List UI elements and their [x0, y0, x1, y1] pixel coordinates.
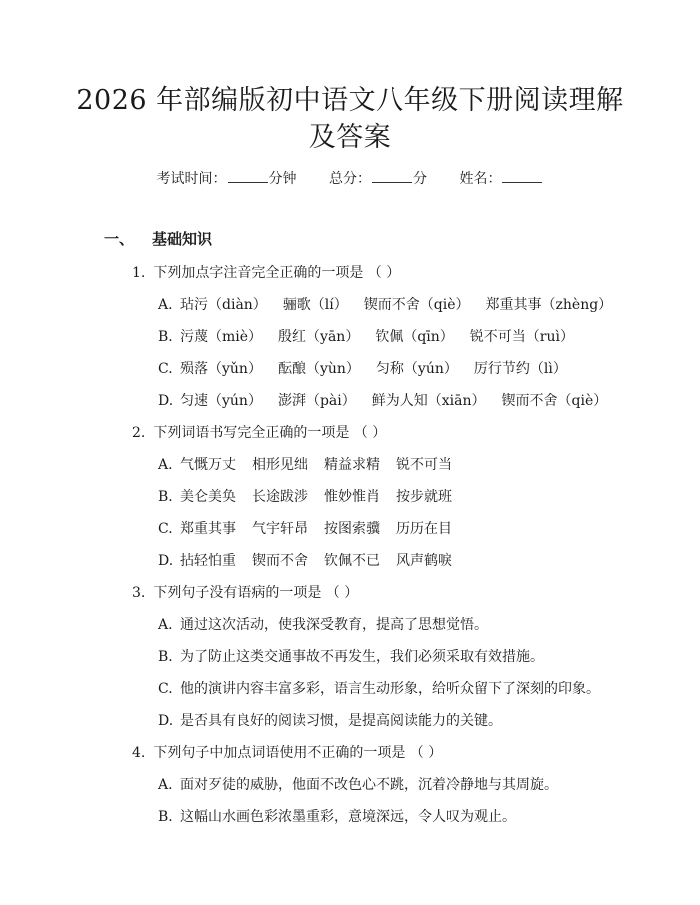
option-letter: D.: [158, 393, 174, 409]
question-1-option-b[interactable]: [158, 326, 574, 346]
question-4-option-a[interactable]: [158, 774, 558, 794]
total-score-blank[interactable]: [372, 170, 412, 183]
question-4: [132, 742, 442, 762]
exam-info-line: [0, 168, 700, 188]
option-word: 锐不可当: [396, 457, 452, 473]
option-word: 污蔑（miè）: [180, 329, 263, 345]
question-2-option-b[interactable]: [158, 486, 452, 506]
question-3: [132, 582, 358, 602]
option-word: 按图索骥: [324, 521, 380, 537]
question-1: [132, 262, 400, 282]
option-word: 匀速（yún）: [180, 393, 262, 409]
question-1-option-c[interactable]: [158, 358, 567, 378]
option-word: 锐不可当（ruì）: [469, 329, 574, 345]
option-letter: B.: [158, 809, 173, 825]
option-word: 长途跋涉: [252, 489, 308, 505]
option-word: 郑重其事: [180, 521, 236, 537]
exam-time: [157, 168, 297, 188]
option-word: 厉行节约（lì）: [473, 361, 567, 377]
option-letter: A.: [158, 617, 173, 633]
option-sentence: 通过这次活动，使我深受教育，提高了思想觉悟。: [180, 617, 488, 633]
option-sentence: 这幅山水画色彩浓墨重彩，意境深远，令人叹为观止。: [180, 809, 516, 825]
section-title: 基础知识: [152, 230, 213, 248]
option-letter: B.: [158, 649, 173, 665]
question-number: 3.: [132, 585, 146, 601]
option-word: 精益求精: [324, 457, 380, 473]
question-3-option-d[interactable]: [158, 710, 502, 730]
question-2-option-d[interactable]: [158, 550, 452, 570]
total-score-label: 总分：: [329, 171, 371, 187]
option-word: 匀称（yún）: [375, 361, 458, 377]
option-word: 相形见绌: [252, 457, 308, 473]
option-word: 钦佩不已: [324, 553, 380, 569]
question-1-option-a[interactable]: [158, 294, 612, 314]
option-word: 风声鹤唳: [396, 553, 452, 569]
option-word: 按步就班: [396, 489, 452, 505]
question-3-option-c[interactable]: [158, 678, 600, 698]
option-letter: D.: [158, 713, 174, 729]
option-word: 气慨万丈: [180, 457, 236, 473]
question-number: 4.: [132, 745, 146, 761]
exam-time-blank[interactable]: [228, 170, 268, 183]
question-2-option-c[interactable]: [158, 518, 452, 538]
option-word: 殒落（yǔn）: [180, 361, 262, 377]
option-word: 美仑美奂: [180, 489, 236, 505]
option-letter: C.: [158, 361, 173, 377]
option-word: 锲而不舍（qiè）: [363, 297, 470, 313]
option-word: 拈轻怕重: [180, 553, 236, 569]
option-word: 钦佩（qīn）: [375, 329, 454, 345]
document-title-line1: 2026 年部编版初中语文八年级下册阅读理解: [76, 85, 624, 116]
option-word: 锲而不舍: [252, 553, 308, 569]
option-letter: C.: [158, 521, 173, 537]
question-1-option-d[interactable]: [158, 390, 607, 410]
question-4-option-b[interactable]: [158, 806, 516, 826]
question-2: [132, 422, 386, 442]
question-text: 下列词语书写完全正确的一项是 （ ）: [153, 425, 387, 441]
option-word: 酝酿（yùn）: [277, 361, 360, 377]
option-sentence: 是否具有良好的阅读习惯，是提高阅读能力的关键。: [180, 713, 502, 729]
document-title-line2: 及答案: [308, 122, 392, 153]
question-3-option-a[interactable]: [158, 614, 488, 634]
option-word: 惟妙惟肖: [324, 489, 380, 505]
option-sentence: 为了防止这类交通事故不再发生，我们必须采取有效措施。: [180, 649, 544, 665]
option-sentence: 他的演讲内容丰富多彩，语言生动形象，给听众留下了深刻的印象。: [180, 681, 600, 697]
option-word: 锲而不舍（qiè）: [501, 393, 608, 409]
option-letter: B.: [158, 329, 173, 345]
option-sentence: 面对歹徒的威胁，他面不改色心不跳，沉着冷静地与其周旋。: [180, 777, 558, 793]
option-letter: A.: [158, 457, 173, 473]
option-letter: B.: [158, 489, 173, 505]
option-word: 澎湃（pài）: [277, 393, 356, 409]
student-name: [459, 168, 543, 188]
total-score: [329, 168, 427, 188]
exam-time-unit: 分钟: [268, 171, 297, 187]
option-word: 郑重其事（zhèng）: [485, 297, 613, 313]
total-score-unit: 分: [413, 171, 427, 187]
section-heading: [104, 228, 212, 249]
option-word: 骊歌（lí）: [282, 297, 348, 313]
question-number: 2.: [132, 425, 146, 441]
question-2-option-a[interactable]: [158, 454, 452, 474]
student-name-blank[interactable]: [502, 170, 542, 183]
option-letter: A.: [158, 297, 173, 313]
exam-time-label: 考试时间：: [156, 171, 227, 187]
option-word: 气宇轩昂: [252, 521, 308, 537]
question-text: 下列句子中加点词语使用不正确的一项是 （ ）: [153, 745, 443, 761]
option-word: 殷红（yān）: [278, 329, 360, 345]
option-word: 鲜为人知（xiān）: [371, 393, 486, 409]
option-word: 历历在目: [396, 521, 452, 537]
option-letter: D.: [158, 553, 174, 569]
question-3-option-b[interactable]: [158, 646, 544, 666]
option-letter: C.: [158, 681, 173, 697]
student-name-label: 姓名：: [459, 171, 502, 187]
question-text: 下列加点字注音完全正确的一项是 （ ）: [153, 265, 401, 281]
question-number: 1.: [132, 265, 146, 281]
option-word: 玷污（diàn）: [180, 297, 267, 313]
question-text: 下列句子没有语病的一项是 （ ）: [153, 585, 359, 601]
section-number: 一、: [104, 230, 135, 248]
option-letter: A.: [158, 777, 173, 793]
